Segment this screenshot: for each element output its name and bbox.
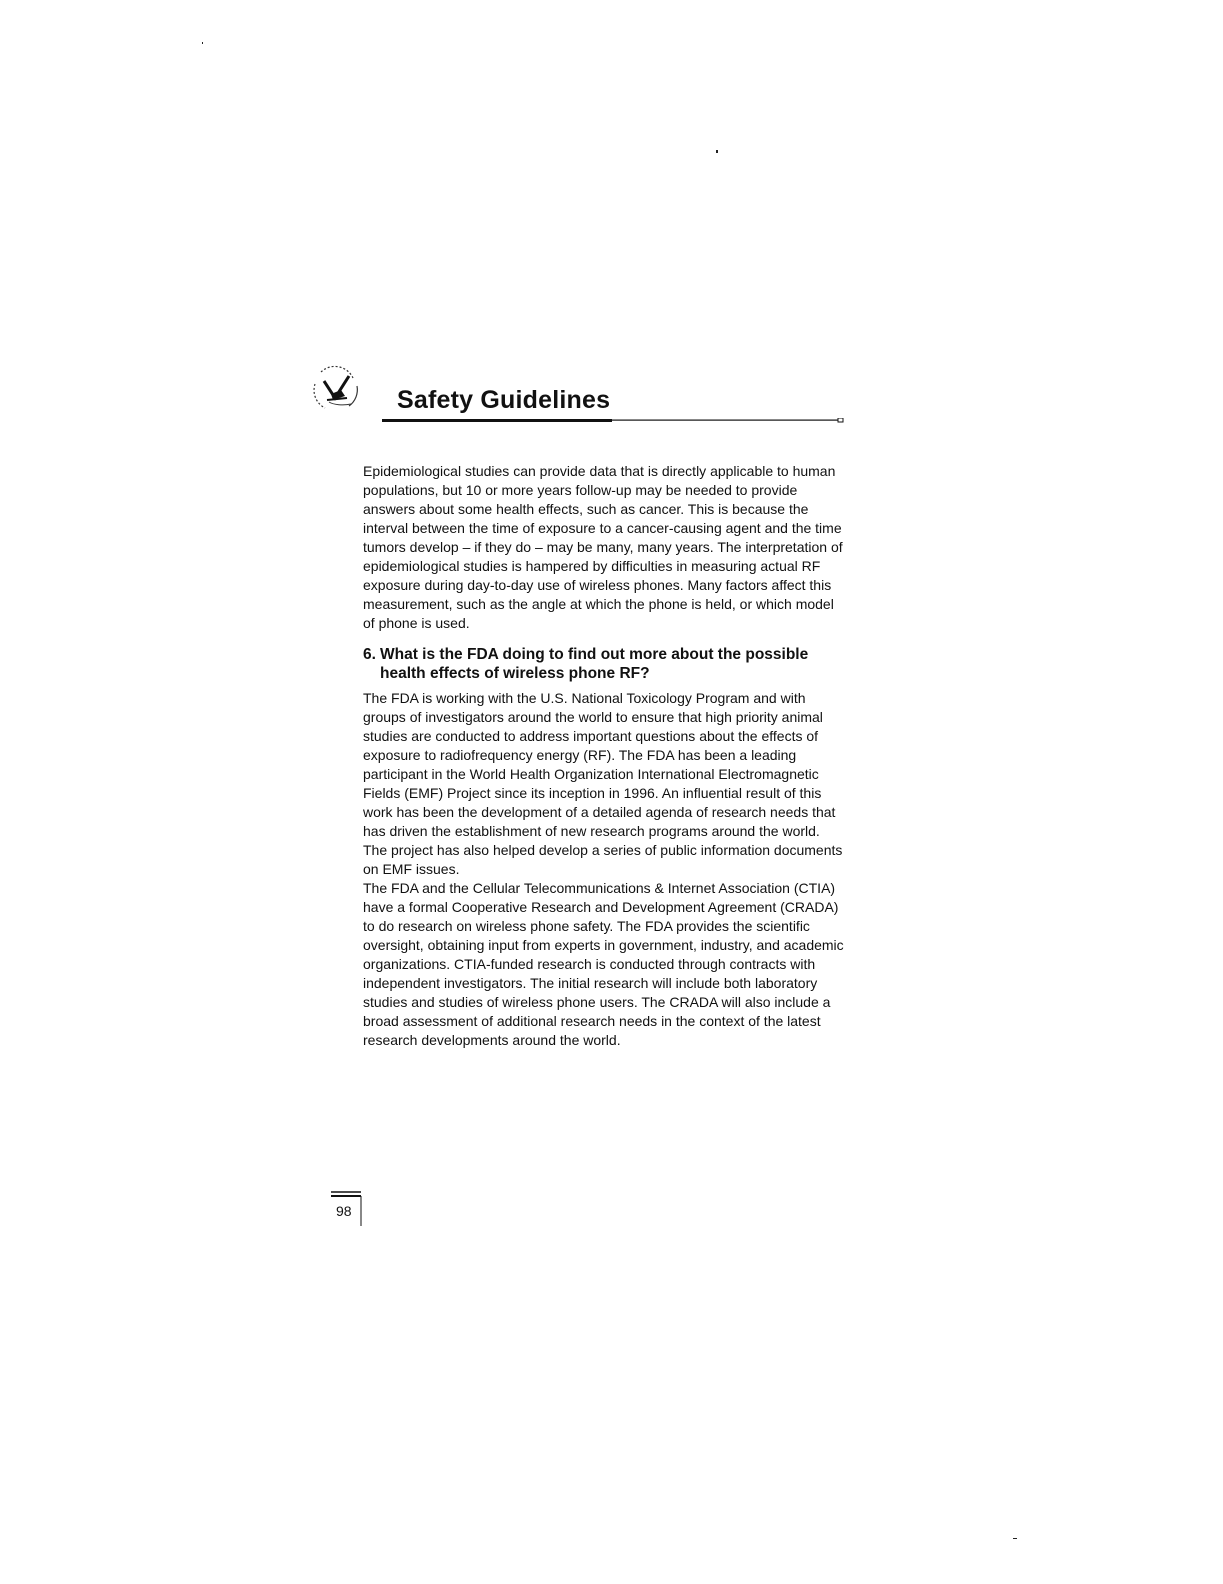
question-heading [363,645,845,683]
question-number: 6. [363,646,376,663]
question-text: What is the FDA doing to find out more about the possible health effects of wireless phone RF? [380,646,809,682]
title-underline [382,418,844,423]
scan-speck [202,42,203,44]
intro-paragraph: Epidemiological studies can provide data that is directly applicable to human populations, but 10 or more years follow-up may be needed to provide answers about some health effects, such as cancer. This is because the interval between the time of exposure to a cancer-causing agent and the time tumors develop – if they do – may be many, many years. The interpretation of epidemiological studies is hampered by difficulties in measuring actual RF exposure during day-to-day use of wireless phones. Many factors affect this measurement, such as the angle at which the phone is held, or which model of phone is used. [363,463,843,631]
scan-speck [716,150,718,153]
answer-paragraph: The FDA and the Cellular Telecommunications & Internet Association (CTIA) have a formal Cooperative Research and Development Agreement (CRADA) to do research on wireless phone safety. The FDA provides the scientific oversight, obtaining input from experts in government, industry, and academic organizations. CTIA-funded research is conducted through contracts with independent investigators. The initial research will include both laboratory studies and studies of wireless phone users. The CRADA will also include a broad assessment of additional research needs in the context of the latest research developments around the world. [363,880,844,1048]
scan-speck [1013,1538,1017,1539]
section-title: Safety Guidelines [397,386,611,414]
page-number: 98 [336,1203,352,1219]
document-body [363,462,845,1050]
safety-emblem-icon [305,364,363,416]
answer-paragraph: The FDA is working with the U.S. National Toxicology Program and with groups of investigators around the world to ensure that high priority animal studies are conducted to address important questions about the effects of exposure to radiofrequency energy (RF). The FDA has been a leading participant in the World Health Organization International Electromagnetic Fields (EMF) Project since its inception in 1996. An influential result of this work has been the development of a detailed agenda of research needs that has driven the establishment of new research programs around the world. The project has also helped develop a series of public information documents on EMF issues. [363,690,843,877]
